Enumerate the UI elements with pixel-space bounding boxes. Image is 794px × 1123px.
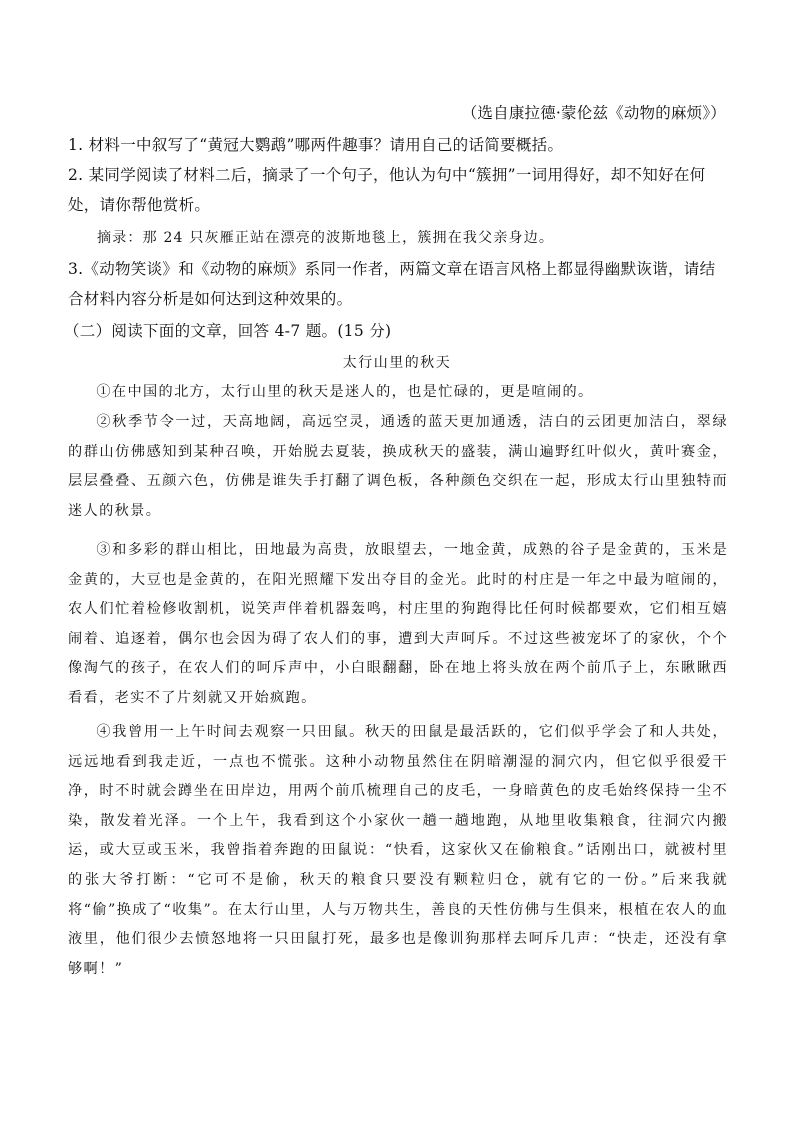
- question-2-excerpt: 摘录：那 24 只灰雁正站在漂亮的波斯地毯上，簇拥在我父亲身边。: [97, 230, 555, 246]
- section-heading: （二）阅读下面的文章，回答 4-7 题。(15 分): [64, 322, 392, 340]
- article-paragraph-3: ③和多彩的群山相比，田地最为高贵，放眼望去，一地金黄，成熟的谷子是金黄的，玉米是金黄的，大豆也是金黄的，在阳光照耀下发出夺目的金光。此时的村庄是一年之中最为喧闹的，农人们忙着检修收割机，说笑声伴着机器轰鸣，村庄里的狗跑得比任何时候都要欢，它们相互嬉闹着、追逐着，偶尔也会因为碍了农人们的事，遭到大声呵斥。不过这些被宠坏了的家伙，个个像淘气的孩子，在农人们的呵斥声中，小白眼翻翻，卧在地上将头放在两个前爪子上，东瞅瞅西看看，老实不了片刻就又开始疯跑。: [68, 542, 728, 706]
- article-paragraph-4: ④我曾用一上午时间去观察一只田鼠。秋天的田鼠是最活跃的，它们似乎学会了和人共处，远远地看到我走近，一点也不慌张。这种小动物虽然住在阴暗潮湿的洞穴内，但它似乎很爱干净，时不时就会蹲坐在田岸边，用两个前爪梳理自己的皮毛，一身暗黄色的皮毛始终保持一尘不染，散发着光泽。一个上午，我看到这个小家伙一趟一趟地跑，从地里收集粮食，往洞穴内搬运，或大豆或玉米，我曾指着奔跑的田鼠说：“快看，这家伙又在偷粮食。”话刚出口，就被村里的张大爷打断：“它可不是偷，秋天的粮食只要没有颗粒归仓，就有它的一份。”后来我就将“偷”换成了“收集”。在太行山里，人与万物共生，善良的天性仿佛与生俱来，根植在农人的血液里，他们很少去愤怒地将一只田鼠打死，最多也是像训狗那样去呵斥几声：“快走，还没有拿够啊！”: [68, 724, 728, 977]
- question-2: 2. 某同学阅读了材料二后，摘录了一个句子，他认为句中“簇拥”一词用得好，却不知好在何处，请你帮他赏析。: [68, 166, 706, 214]
- source-note: （选自康拉德·蒙伦兹《动物的麻烦》）: [461, 104, 726, 122]
- article-title: 太行山里的秋天: [342, 355, 452, 371]
- question-1: 1. 材料一中叙写了“黄冠大鹦鹉”哪两件趣事？请用自己的话简要概括。: [68, 136, 564, 154]
- question-3: 3.《动物笑谈》和《动物的麻烦》系同一作者，两篇文章在语言风格上都显得幽默诙谐，请结合材料内容分析是如何达到这种效果的。: [68, 260, 716, 308]
- article-paragraph-2: ②秋季节令一过，天高地阔，高远空灵，通透的蓝天更加通透，洁白的云团更加洁白，翠绿的群山仿佛感知到某种召唤，开始脱去夏装，换成秋天的盛装，满山遍野红叶似火，黄叶赛金，层层叠叠、五颜六色，仿佛是谁失手打翻了调色板，各种颜色交织在一起，形成太行山里独特而迷人的秋景。: [68, 414, 728, 519]
- article-paragraph-1: ①在中国的北方，太行山里的秋天是迷人的，也是忙碌的，更是喧闹的。: [96, 384, 594, 400]
